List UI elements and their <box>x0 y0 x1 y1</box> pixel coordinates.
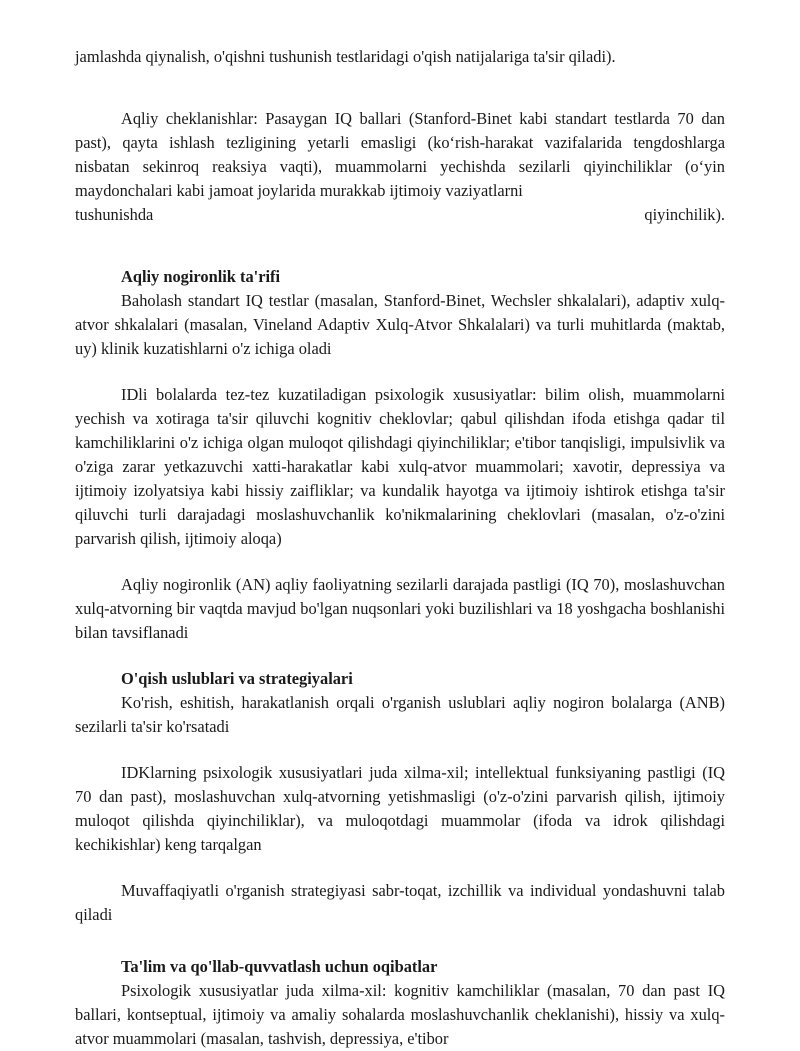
intro-tail-paragraph: jamlashda qiynalish, o'qishni tushunish testlaridagi o'qish natijalariga ta'sir qiladi). <box>75 47 616 66</box>
paragraph: IDKlarning psixologik xususiyatlari juda xilma-xil; intellektual funksiyaning pastligi (IQ 70 dan past), moslashuvchan xulq-atvorning yetishmasligi (o'z-o'zini parvarish qilish, ijtimoiy muloqot qilishda qiyinchiliklar), va muloqotdagi muammolar (ifoda va idrok qilishdagi kechikishlar) keng tarqalgan <box>75 763 725 854</box>
paragraph: Baholash standart IQ testlar (masalan, Stanford-Binet, Wechsler shkalalari), adaptiv xulq-atvor shkalalari (masalan, Vineland Adaptiv Xulq-Atvor Shkalalari) va turli muhitlarda (maktab, uy) klinik kuzatishlarni o'z ichiga oladi <box>75 291 725 358</box>
cognitive-limits-paragraph <box>75 107 725 227</box>
cognitive-limits-text: Aqliy cheklanishlar: Pasaygan IQ ballari (Stanford-Binet kabi standart testlarda 70 dan past), qayta ishlash tezligining yetarli emasligi (ko‘rish-harakat vazifalarida tengdoshlarga nisbatan sekinroq reaksiya vaqti), muammolarni yechishda sezilarli qiyinchiliklar (o‘yin maydonchalari kabi jamoat joylarida murakkab ijtimoiy vaziyatlarni <box>75 109 725 200</box>
paragraph: IDli bolalarda tez-tez kuzatiladigan psixologik xususiyatlar: bilim olish, muammolarni yechish va xotiraga ta'sir qiluvchi kognitiv cheklovlar; qabul qilishdan ifoda etishga qadar til kamchiliklarini o'z ichiga olgan muloqot qilishdagi qiyinchiliklar; e'tibor tanqisligi, impulsivlik va o'ziga zarar yetkazuvchi xatti-harakatlar kabi xulq-atvor muammolari; xavotir, depressiya va ijtimoiy izolyatsiya kabi hissiy zaifliklar; va kundalik hayotga va ijtimoiy ishtirok etishga ta'sir qiluvchi turli darajadagi moslashuvchanlik ko'nikmalarining cheklovlari (masalan, o'z-o'zini parvarish qilish, ijtimoiy aloqa) <box>75 385 725 548</box>
last-line-right: qiyinchilik). <box>644 205 725 224</box>
section-heading-implications: Ta'lim va qo'llab-quvvatlash uchun oqibatlar <box>121 957 438 976</box>
section-heading-definition: Aqliy nogironlik ta'rifi <box>121 267 281 286</box>
paragraph: Aqliy nogironlik (AN) aqliy faoliyatning sezilarli darajada pastligi (IQ 70), moslashuvchan xulq-atvorning bir vaqtda mavjud bo'lgan nuqsonlari yoki buzilishlari va 18 yoshgacha boshlanishi bilan tavsiflanadi <box>75 575 725 642</box>
last-line-left: tushunishda <box>75 205 154 224</box>
paragraph: Psixologik xususiyatlar juda xilma-xil: kognitiv kamchiliklar (masalan, 70 dan past IQ ballari, kontseptual, ijtimoiy va amaliy sohalarda moslashuvchanlik cheklanishi), hissiy va xulq-atvor muammolari (masalan, tashvish, depressiya, e'tibor <box>75 981 725 1048</box>
paragraph: Ko'rish, eshitish, harakatlanish orqali o'rganish uslublari aqliy nogiron bolalarga (ANB) sezilarli ta'sir ko'rsatadi <box>75 693 725 736</box>
section-heading-learning-styles: O'qish uslublari va strategiyalari <box>121 669 353 688</box>
cognitive-limits-last-line <box>75 203 725 227</box>
paragraph: Muvaffaqiyatli o'rganish strategiyasi sabr-toqat, izchillik va individual yondashuvni talab qiladi <box>75 881 725 924</box>
text-column <box>75 45 725 1051</box>
